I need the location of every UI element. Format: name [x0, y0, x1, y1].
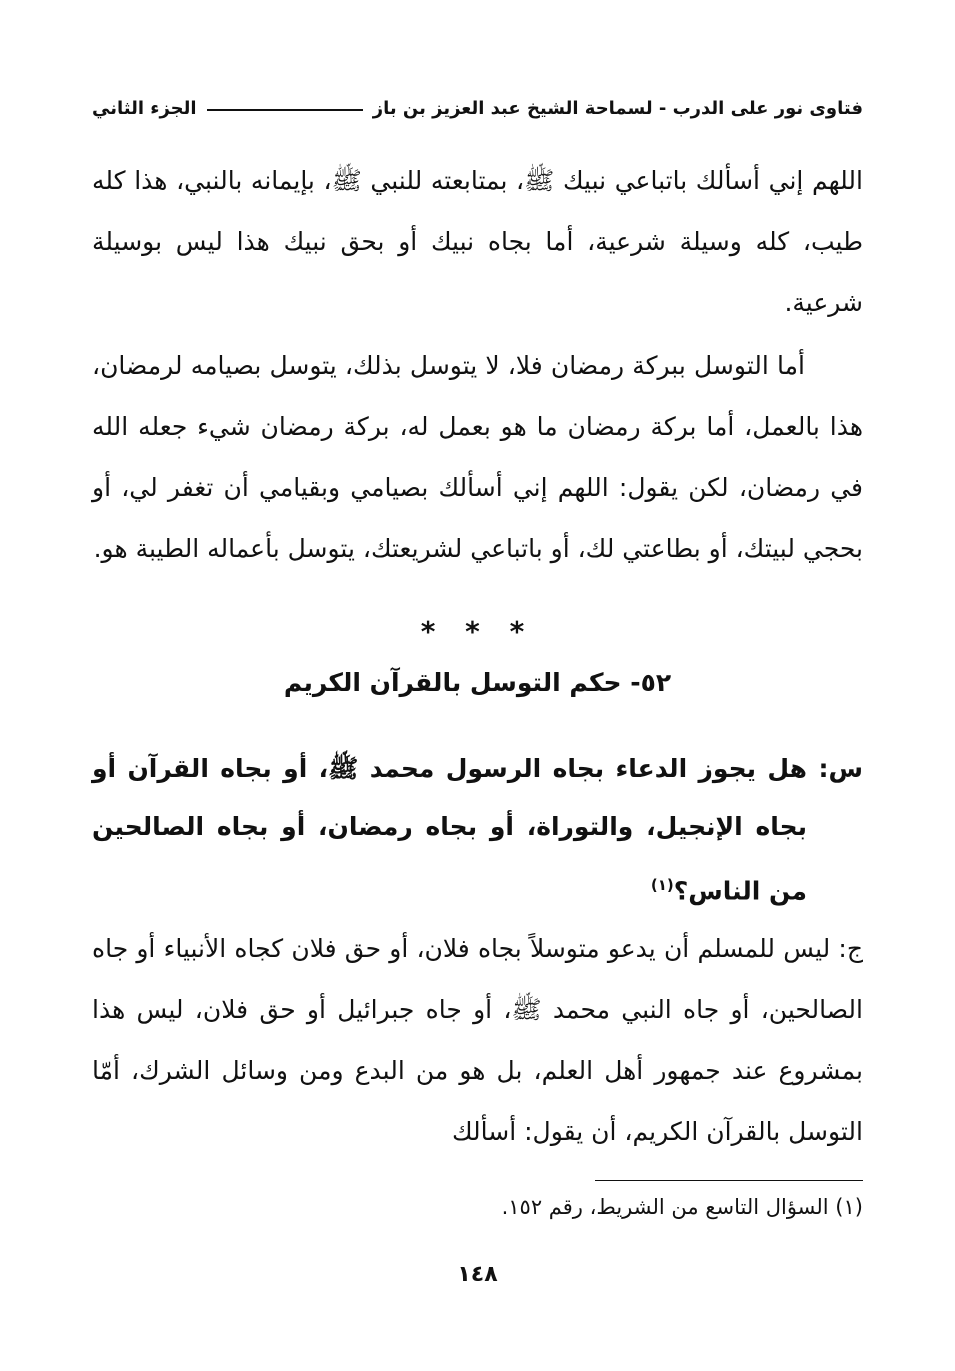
page-number: ١٤٨: [457, 1262, 498, 1287]
paragraph-2: أما التوسل ببركة رمضان فلا، لا يتوسل بذلك، يتوسل بصيامه لرمضان، هذا بالعمل، أما بركة رمضان ما هو بعمل له، بركة رمضان شيء جعله الله في رمضان، لكن يقول: اللهم إني أسألك بصيامي وبقيامي أن تغفر لي، أو بحجي لبيتك، أو بطاعتي لك، أو باتباعي لشريعتك، يتوسل بأعماله الطيبة هو.: [92, 351, 863, 563]
running-header: [92, 88, 863, 128]
question-block: [92, 740, 863, 920]
series-title: فتاوى نور على الدرب - لسماحة الشيخ عبد العزيز بن باز: [372, 97, 863, 119]
paragraph-1: اللهم إني أسألك باتباعي نبيك ﷺ، بمتابعته للنبي ﷺ، بإيمانه بالنبي، هذا كله طيب، كله وسيلة شرعية، أما بجاه نبيك أو بحق نبيك هذا ليس بوسيلة شرعية.: [92, 166, 863, 317]
section-separator: * * *: [420, 615, 535, 648]
part-label: الجزء الثاني: [92, 97, 197, 119]
header-rule: [207, 109, 363, 111]
footnote-reference: (١): [650, 876, 674, 894]
section-title: ٥٢- حكم التوسل بالقرآن الكريم: [283, 668, 672, 697]
footnote: (١) السؤال التاسع من الشريط، رقم ١٥٢.: [501, 1195, 863, 1219]
question-text-wrap: [92, 740, 807, 920]
answer-paragraph: ج: ليس للمسلم أن يدعو متوسلاً بجاه فلان، أو حق فلان كجاه الأنبياء أو جاه الصالحين، أو جاه النبي محمد ﷺ، أو جاه جبرائيل أو حق فلان، ليس هذا بمشروع عند جمهور أهل العلم، بل هو من البدع ومن وسائل الشرك، أمّا التوسل بالقرآن الكريم، أن يقول: أسألك: [92, 934, 863, 1146]
question-label: س:: [818, 754, 863, 783]
question-text: هل يجوز الدعاء بجاه الرسول محمد ﷺ، أو بجاه القرآن أو بجاه الإنجيل، والتوراة، أو بجاه رمضان، أو بجاه الصالحين من الناس؟: [92, 754, 807, 906]
footnote-rule: [595, 1180, 863, 1181]
